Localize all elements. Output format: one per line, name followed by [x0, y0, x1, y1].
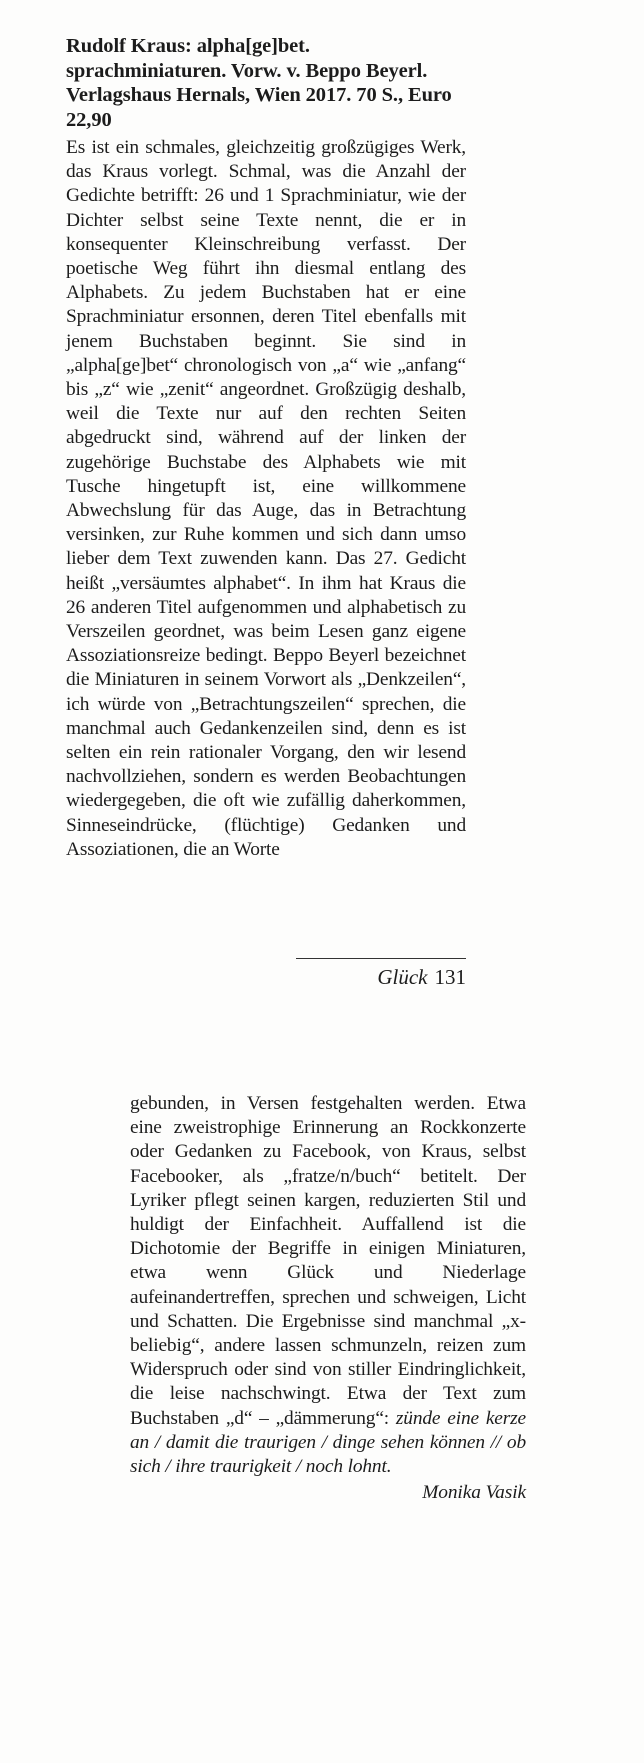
review-continuation-section: [130, 1092, 526, 1505]
footer-divider: [296, 958, 466, 959]
review-body-text: Es ist ein schmales, gleichzeitig großzügiges Werk, das Kraus vorlegt. Schmal, was die Anzahl der Gedichte betrifft: 26 und 1 Sprachminiatur, wie der Dichter selbst seine Texte nennt, die er in konsequenter Kleinschreibung verfasst. Der poetische Weg führt ihn diesmal entlang des Alphabets. Zu jedem Buchstaben hat er eine Sprachminiatur ersonnen, deren Titel ebenfalls mit jenem Buchstaben beginnt. Sie sind in „alpha[ge]bet“ chronologisch von „a“ wie „anfang“ bis „z“ wie „zenit“ angeordnet. Großzügig deshalb, weil die Texte nur auf den rechten Seiten abgedruckt sind, während auf der linken der zugehörige Buchstabe des Alphabets wie mit Tusche hingetupft ist, eine willkommene Abwechslung für das Auge, das in Betrachtung versinken, zur Ruhe kommen und sich dann umso lieber dem Text zuwenden kann. Das 27. Gedicht heißt „versäumtes alphabet“. In ihm hat Kraus die 26 anderen Titel aufgenommen und alphabetisch zu Verszeilen geordnet, was beim Lesen ganz eigene Assoziationsreize bedingt. Beppo Beyerl bezeichnet die Miniaturen in seinem Vorwort als „Denkzeilen“, ich würde von „Betrachtungszeilen“ sprechen, die manchmal auch Gedankenzeilen sind, denn es ist selten ein rein rationaler Vorgang, den wir lesend nachvollziehen, sondern es werden Beobachtungen wiedergegeben, die oft wie zufällig daherkommen, Sinneseindrücke, (flüchtige) Gedanken und Assoziationen, die an Worte: [66, 137, 466, 860]
review-upper-section: [66, 34, 466, 862]
review-author-signature: Monika Vasik: [422, 1482, 526, 1504]
review-book-heading: Rudolf Kraus: alpha[ge]bet. sprachminiaturen. Vorw. v. Beppo Beyerl. Verlagshaus Hernals, Wien 2017. 70 S., Euro 22,90: [66, 35, 452, 131]
magazine-issue-title: Glück: [377, 965, 428, 989]
continuation-paragraph: [130, 1092, 526, 1479]
page-number: 131: [434, 965, 466, 989]
poem-quote: zünde eine kerze an / damit die traurigen / dinge sehen können // ob sich / ihre traurigkeit / noch lohnt.: [130, 1407, 526, 1478]
continuation-body-text: gebunden, in Versen festgehalten werden. Etwa eine zweistrophige Erinnerung an Rockkonzerte oder Gedanken zu Facebook, von Kraus, selbst Facebooker, als „fratze/n/buch“ betitelt. Der Lyriker pflegt seinen kargen, reduzierten Stil und huldigt der Einfachheit. Auffallend ist die Dichotomie der Begriffe in einigen Miniaturen, etwa wenn Glück und Niederlage aufeinandertreffen, sprechen und schweigen, Licht und Schatten. Die Ergebnisse sind manchmal „x-beliebig“, andere lassen schmunzeln, reizen zum Widerspruch oder sind von stiller Eindringlichkeit, die leise nachschwingt. Etwa der Text zum Buchstaben „d“ – „dämmerung“:: [130, 1093, 526, 1429]
page-footer: [377, 964, 466, 990]
